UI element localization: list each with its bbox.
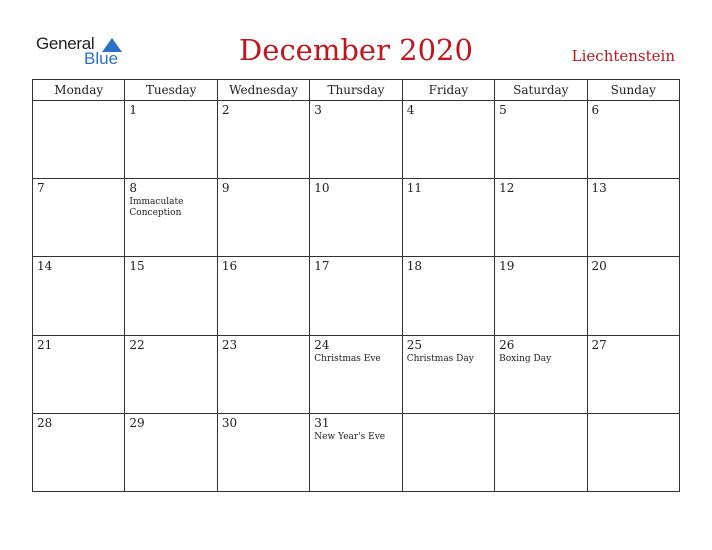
day-cell bbox=[587, 413, 679, 491]
day-number: 26 bbox=[499, 337, 515, 352]
day-number: 7 bbox=[37, 181, 45, 196]
day-number: 13 bbox=[591, 181, 607, 196]
day-cell bbox=[495, 257, 587, 335]
day-number: 12 bbox=[499, 181, 515, 196]
day-cell bbox=[217, 257, 309, 335]
day-cell bbox=[217, 413, 309, 491]
day-number: 31 bbox=[314, 415, 330, 430]
holiday-label: Immaculate Conception bbox=[129, 197, 184, 219]
day-number: 2 bbox=[221, 103, 230, 117]
week-row bbox=[33, 413, 680, 491]
day-number: 8 bbox=[129, 181, 138, 196]
day-number: 9 bbox=[221, 181, 230, 196]
day-number: 24 bbox=[314, 337, 330, 352]
day-number: 23 bbox=[221, 337, 238, 352]
day-number: 28 bbox=[37, 415, 53, 430]
day-cell bbox=[310, 335, 402, 413]
day-number: 16 bbox=[221, 259, 238, 274]
day-number: 21 bbox=[37, 337, 53, 352]
page-title: December 2020 bbox=[239, 33, 473, 67]
day-cell bbox=[402, 257, 494, 335]
day-cell bbox=[495, 335, 587, 413]
day-number: 22 bbox=[129, 337, 145, 352]
day-cell bbox=[587, 101, 679, 179]
day-number: 17 bbox=[314, 259, 330, 274]
country-label: Liechtenstein bbox=[571, 47, 675, 65]
day-number: 3 bbox=[314, 103, 322, 117]
day-cell bbox=[217, 335, 309, 413]
day-cell bbox=[125, 257, 217, 335]
week-row bbox=[33, 101, 680, 179]
weekday-tuesday: Tuesday bbox=[125, 80, 217, 101]
day-cell bbox=[587, 179, 679, 257]
holiday-label: Christmas Eve bbox=[314, 353, 381, 364]
day-cell bbox=[310, 413, 402, 491]
day-cell bbox=[402, 335, 494, 413]
day-cell bbox=[402, 413, 494, 491]
day-cell bbox=[402, 101, 494, 179]
weekday-header-row bbox=[33, 80, 680, 101]
day-number: 5 bbox=[499, 103, 507, 117]
day-number: 27 bbox=[591, 337, 607, 352]
day-cell bbox=[402, 179, 494, 257]
day-cell bbox=[310, 257, 402, 335]
day-number: 15 bbox=[129, 259, 145, 274]
day-cell bbox=[33, 101, 125, 179]
week-row bbox=[33, 335, 680, 413]
day-cell bbox=[125, 179, 217, 257]
day-number: 18 bbox=[406, 259, 422, 274]
calendar-grid bbox=[32, 79, 680, 492]
weekday-thursday: Thursday bbox=[310, 80, 402, 101]
holiday-label: Boxing Day bbox=[499, 353, 552, 364]
day-cell bbox=[495, 179, 587, 257]
day-number: 11 bbox=[406, 181, 422, 196]
weekday-friday: Friday bbox=[402, 80, 494, 101]
day-number: 1 bbox=[129, 103, 138, 117]
day-cell bbox=[33, 179, 125, 257]
day-number: 19 bbox=[499, 259, 515, 274]
day-cell bbox=[310, 179, 402, 257]
week-row bbox=[33, 179, 680, 257]
day-cell bbox=[125, 335, 217, 413]
holiday-label: New Year's Eve bbox=[314, 431, 386, 442]
day-cell bbox=[495, 413, 587, 491]
day-cell bbox=[125, 413, 217, 491]
weekday-saturday: Saturday bbox=[495, 80, 587, 101]
day-cell bbox=[495, 101, 587, 179]
calendar-body bbox=[33, 101, 680, 492]
day-number: 4 bbox=[406, 103, 415, 117]
day-cell bbox=[33, 335, 125, 413]
day-cell bbox=[217, 179, 309, 257]
day-cell bbox=[217, 101, 309, 179]
day-cell bbox=[587, 257, 679, 335]
logo-text-blue: Blue bbox=[84, 49, 119, 68]
day-number: 25 bbox=[406, 337, 422, 352]
logo-text-general: General bbox=[36, 34, 95, 53]
day-number: 20 bbox=[591, 259, 607, 274]
weekday-monday: Monday bbox=[33, 80, 125, 101]
week-row bbox=[33, 257, 680, 335]
day-number: 10 bbox=[314, 181, 330, 196]
day-number: 30 bbox=[221, 415, 238, 430]
day-number: 6 bbox=[591, 103, 600, 117]
day-cell bbox=[33, 257, 125, 335]
day-cell bbox=[33, 413, 125, 491]
day-cell bbox=[310, 101, 402, 179]
weekday-wednesday: Wednesday bbox=[217, 80, 309, 101]
holiday-label: Christmas Day bbox=[406, 353, 474, 364]
day-cell bbox=[587, 335, 679, 413]
weekday-sunday: Sunday bbox=[587, 80, 679, 101]
day-cell bbox=[125, 101, 217, 179]
day-number: 14 bbox=[37, 259, 53, 274]
day-number: 29 bbox=[129, 415, 145, 430]
